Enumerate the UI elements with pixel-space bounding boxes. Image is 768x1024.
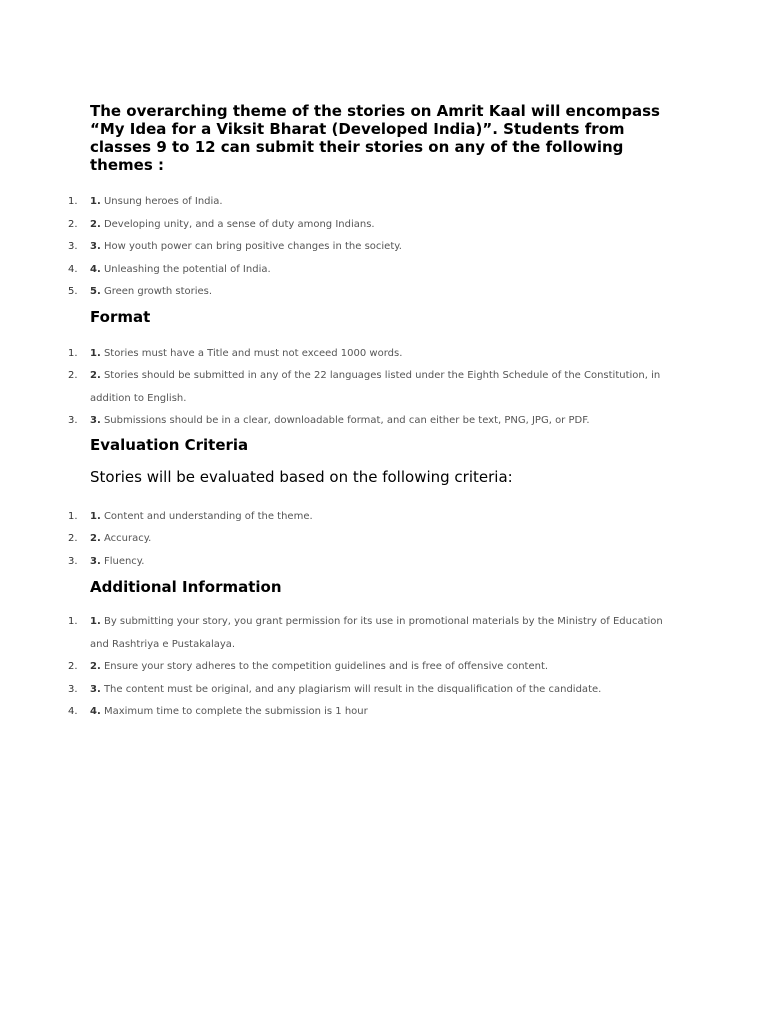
additional-list [68, 611, 680, 724]
item-number: 4. [90, 706, 101, 717]
additional-heading: Additional Information [90, 578, 282, 596]
item-number: 3. [90, 241, 101, 252]
list-marker: 4. [68, 263, 78, 275]
evaluation-heading: Evaluation Criteria [90, 435, 249, 454]
list-item [68, 679, 680, 702]
item-number: 2. [90, 370, 101, 381]
list-item [68, 343, 680, 366]
document-content [68, 102, 680, 724]
list-item [68, 656, 680, 679]
item-number: 5. [90, 286, 101, 297]
item-text: How youth power can bring positive changes in the society. [103, 241, 402, 252]
list-marker: 3. [68, 241, 78, 252]
item-number: 4. [90, 263, 101, 275]
themes-list [68, 191, 680, 304]
list-item [68, 214, 680, 237]
list-marker: 2. [68, 218, 78, 230]
item-text: Green growth stories. [103, 286, 213, 297]
item-number: 1. [90, 347, 101, 359]
list-item [68, 506, 680, 529]
evaluation-lead: Stories will be evaluated based on the following criteria: [90, 467, 513, 486]
item-text: The content must be original, and any plagiarism will result in the disqualification of the candidate. [103, 683, 602, 695]
list-marker: 3. [68, 555, 78, 567]
list-item [68, 528, 680, 551]
list-item [68, 281, 680, 304]
item-text: Ensure your story adheres to the competition guidelines and is free of offensive content. [103, 661, 549, 672]
list-marker: 2. [68, 533, 78, 544]
list-marker: 1. [68, 616, 78, 627]
item-number: 2. [90, 533, 101, 544]
item-number: 2. [90, 218, 101, 230]
item-text: Stories must have a Title and must not exceed 1000 words. [103, 347, 403, 359]
list-marker: 4. [68, 706, 78, 717]
item-number: 1. [90, 196, 101, 207]
list-marker: 2. [68, 370, 78, 381]
item-number: 3. [90, 415, 101, 426]
list-item [68, 410, 680, 433]
list-item [68, 551, 680, 574]
item-text: Submissions should be in a clear, downloadable format, and can either be text, PNG, JPG, or PDF. [103, 415, 590, 426]
item-number: 1. [90, 616, 101, 627]
item-number: 1. [90, 510, 101, 522]
evaluation-list [68, 506, 680, 574]
list-marker: 5. [68, 286, 78, 297]
item-text: Maximum time to complete the submission is 1 hour [103, 706, 368, 717]
item-text: Unleashing the potential of India. [103, 263, 271, 275]
format-list [68, 343, 680, 433]
item-text: Unsung heroes of India. [103, 196, 223, 207]
item-text: Content and understanding of the theme. [103, 510, 313, 522]
list-marker: 3. [68, 415, 78, 426]
item-text: Fluency. [103, 555, 145, 567]
item-text: By submitting your story, you grant permission for its use in promotional materials by the Ministry of Education and Rashtriya e Pustakalaya. [90, 616, 663, 650]
format-heading: Format [90, 307, 151, 326]
list-marker: 1. [68, 196, 78, 207]
item-number: 3. [90, 555, 101, 567]
item-number: 2. [90, 661, 101, 672]
intro-paragraph: The overarching theme of the stories on Amrit Kaal will encompass “My Idea for a Viksit Bharat (Developed India)”. Students from classes 9 to 12 can submit their stories on any of the following themes : [90, 102, 660, 174]
list-marker: 1. [68, 347, 78, 359]
list-item [68, 236, 680, 259]
item-text: Accuracy. [103, 533, 152, 544]
list-item [68, 611, 680, 656]
item-text: Developing unity, and a sense of duty among Indians. [103, 218, 375, 230]
item-text: Stories should be submitted in any of the 22 languages listed under the Eighth Schedule of the Constitution, in addition to English. [90, 370, 661, 404]
list-marker: 1. [68, 510, 78, 522]
list-marker: 3. [68, 683, 78, 695]
list-item [68, 365, 680, 410]
item-number: 3. [90, 683, 101, 695]
list-item [68, 191, 680, 214]
list-item [68, 701, 680, 724]
list-item [68, 259, 680, 282]
list-marker: 2. [68, 661, 78, 672]
